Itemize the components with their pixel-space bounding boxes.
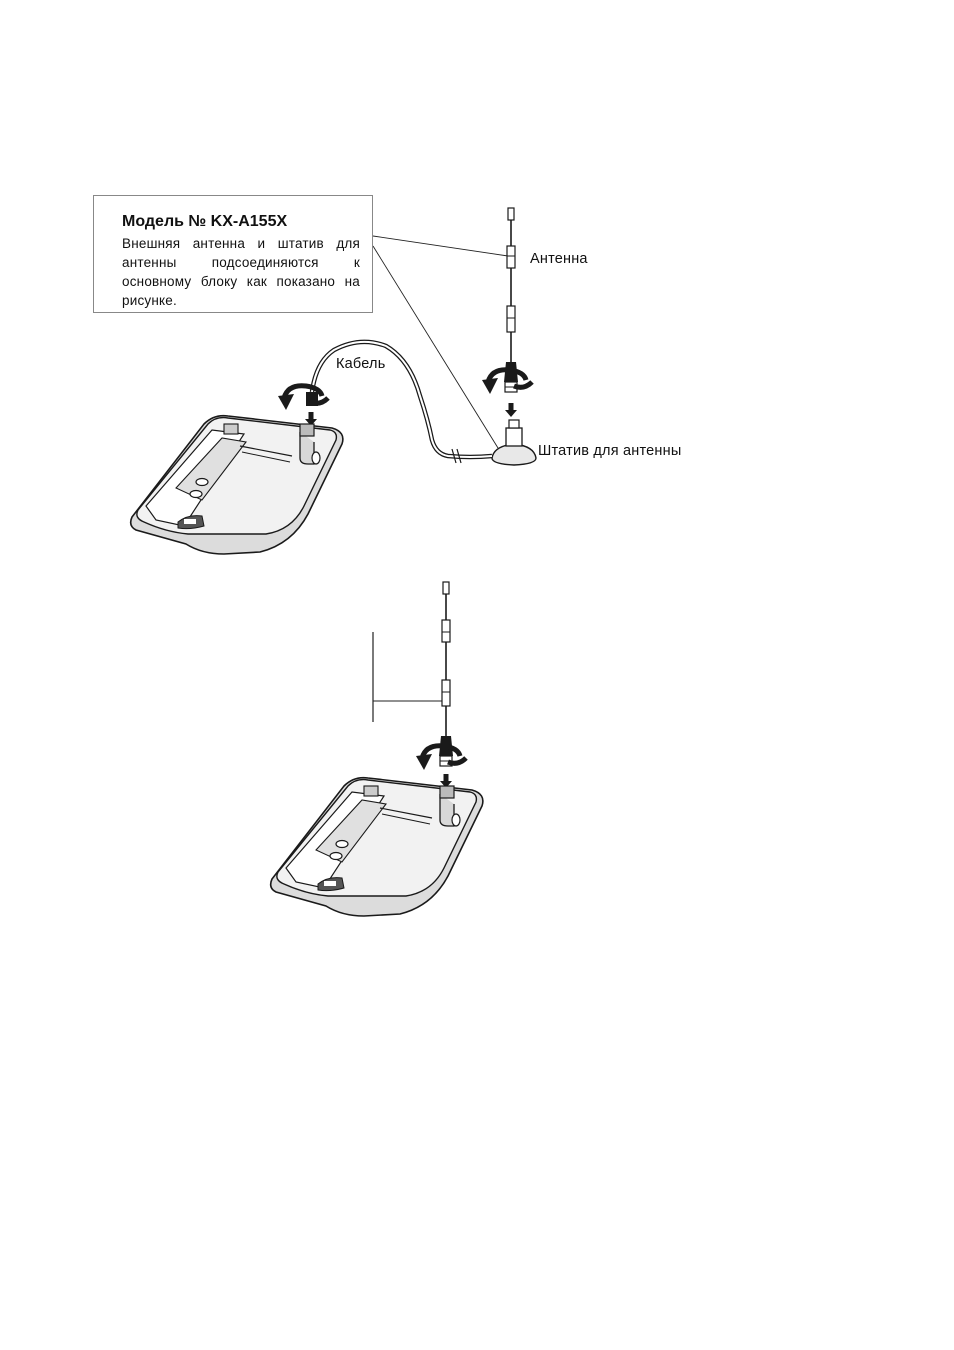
external-antenna-lower — [439, 582, 453, 766]
leader-line-stand — [373, 246, 498, 448]
base-unit-top — [131, 416, 343, 554]
down-arrow-icon — [505, 403, 517, 417]
cable-label: Кабель — [336, 356, 386, 372]
antenna-stand — [492, 420, 536, 465]
curved-arrow-icon — [278, 386, 328, 410]
leader-line-antenna — [373, 236, 508, 256]
external-antenna — [504, 208, 518, 392]
model-note-text: Внешняя антенна и штатив для антенны подсоединяются к основному блоку как показано на рисунке. — [122, 236, 360, 308]
antenna-label: Антенна — [530, 251, 588, 267]
model-note-box — [93, 195, 373, 313]
model-note-title: Модель № KX-A155X — [122, 213, 288, 230]
stand-label: Штатив для антенны — [538, 443, 682, 459]
base-unit-bottom — [271, 778, 483, 916]
